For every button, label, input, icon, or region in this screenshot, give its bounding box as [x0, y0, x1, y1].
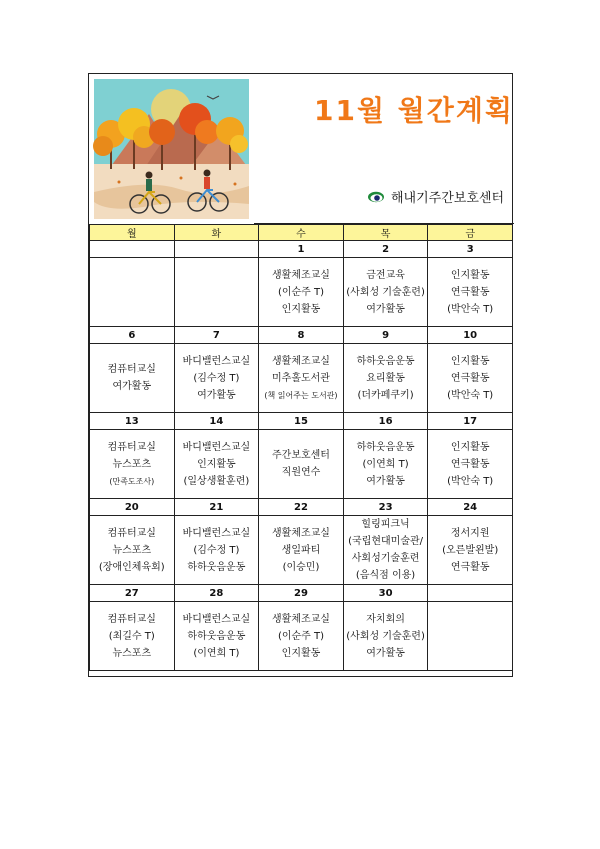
activity-line: 바디밸런스교실 — [182, 441, 251, 453]
activity-cell — [259, 344, 344, 413]
activity-line: 컴퓨터교실 — [107, 527, 156, 539]
date-cell: 29 — [259, 585, 344, 602]
date-row — [90, 413, 513, 430]
date-cell: 30 — [343, 585, 428, 602]
activity-cell — [428, 344, 513, 413]
date-cell: 14 — [174, 413, 259, 430]
activity-line: 여가활동 — [112, 381, 152, 392]
activity-cell — [343, 344, 428, 413]
activity-cell — [428, 430, 513, 499]
activity-line: 뉴스포츠 — [112, 458, 152, 470]
activity-line: 하하웃음운동 — [356, 355, 415, 367]
activity-line: (오른발왼발) — [442, 544, 499, 556]
activity-line: 바디밸런스교실 — [182, 613, 251, 625]
activity-cell — [428, 516, 513, 585]
activity-cell — [259, 602, 344, 671]
activity-line: (국립현대미술관/ — [348, 536, 424, 547]
activity-line: 연극활동 — [450, 561, 490, 573]
activity-line: 생활체조교실 — [272, 269, 330, 281]
weekday-mon: 월 — [90, 225, 175, 241]
activity-cell — [259, 430, 344, 499]
activity-line: 연극활동 — [450, 372, 490, 384]
activity-row — [90, 602, 513, 671]
header-area — [89, 74, 514, 224]
activity-line: (박안숙 T) — [447, 389, 494, 401]
activity-line: 인지활동 — [197, 458, 236, 470]
activity-line: 인지활동 — [450, 441, 490, 453]
date-cell: 8 — [259, 327, 344, 344]
activity-line: 뉴스포츠 — [112, 647, 152, 659]
date-row — [90, 327, 513, 344]
date-cell: 24 — [428, 499, 513, 516]
activity-line: 요리활동 — [366, 372, 405, 384]
activity-line: (이순주 T) — [277, 630, 325, 642]
activity-line: (김수정 T) — [193, 372, 240, 384]
weekday-header-row — [90, 225, 513, 241]
date-cell: 1 — [259, 241, 344, 258]
date-row — [90, 241, 513, 258]
activity-cell — [90, 602, 175, 671]
date-cell: 23 — [343, 499, 428, 516]
date-cell: 17 — [428, 413, 513, 430]
activity-line: 뉴스포츠 — [112, 544, 152, 556]
activity-cell — [343, 602, 428, 671]
activity-line: 미추홀도서관 — [272, 372, 330, 384]
activity-cell — [343, 430, 428, 499]
autumn-cycling-illustration — [89, 74, 254, 224]
activity-cell — [90, 344, 175, 413]
activity-line: (일상생활훈련) — [183, 475, 250, 487]
activity-line: (최길수 T) — [108, 630, 155, 642]
date-cell: 16 — [343, 413, 428, 430]
activity-line: 여가활동 — [197, 389, 236, 401]
activity-line: 생활체조교실 — [272, 613, 330, 625]
monthly-calendar — [89, 224, 513, 671]
activity-line: (사회성 기술훈련) — [346, 630, 425, 642]
date-cell: 20 — [90, 499, 175, 516]
activity-line: 생활체조교실 — [272, 355, 330, 367]
activity-line: 사회성기술훈련 — [351, 553, 420, 564]
activity-line: 인지활동 — [281, 647, 321, 659]
date-cell: 3 — [428, 241, 513, 258]
activity-line: 생일파티 — [281, 544, 321, 556]
organization-logo-icon — [367, 191, 385, 203]
activity-cell — [90, 430, 175, 499]
activity-line: (음식점 이용) — [355, 570, 416, 581]
weekday-wed: 수 — [259, 225, 344, 241]
date-cell — [90, 241, 175, 258]
date-row — [90, 499, 513, 516]
date-cell: 6 — [90, 327, 175, 344]
date-cell: 10 — [428, 327, 513, 344]
weekday-tue: 화 — [174, 225, 259, 241]
date-cell — [174, 241, 259, 258]
date-cell: 9 — [343, 327, 428, 344]
activity-line: (이순주 T) — [277, 286, 325, 298]
weekday-thu: 목 — [343, 225, 428, 241]
activity-cell — [259, 258, 344, 327]
date-row — [90, 585, 513, 602]
activity-line: 컴퓨터교실 — [107, 364, 156, 375]
monthly-plan-sheet — [88, 73, 513, 677]
activity-cell — [428, 602, 513, 671]
activity-line: (책 읽어주는 도서관) — [264, 390, 338, 400]
activity-line: 힐링피크닉 — [361, 519, 410, 530]
date-cell: 2 — [343, 241, 428, 258]
activity-line: (장애인체육회) — [98, 561, 165, 573]
date-cell: 22 — [259, 499, 344, 516]
activity-cell — [428, 258, 513, 327]
date-cell: 15 — [259, 413, 344, 430]
activity-line: (이연희 T) — [193, 647, 240, 659]
activity-line: (박안숙 T) — [447, 475, 494, 487]
activity-line: 여가활동 — [366, 303, 405, 315]
activity-line: (이연희 T) — [362, 458, 409, 470]
activity-line: 여가활동 — [366, 647, 405, 659]
activity-line: 컴퓨터교실 — [107, 441, 156, 453]
activity-cell — [174, 430, 259, 499]
activity-line: 연극활동 — [450, 458, 490, 470]
activity-line: 바디밸런스교실 — [182, 355, 251, 367]
activity-line: (박안숙 T) — [447, 303, 494, 315]
calendar-body — [90, 241, 513, 671]
activity-line: (김수정 T) — [193, 544, 240, 556]
activity-cell — [343, 516, 428, 585]
activity-line: (만족도조사) — [109, 476, 155, 486]
activity-cell — [343, 258, 428, 327]
activity-line: 연극활동 — [450, 286, 490, 298]
date-cell: 27 — [90, 585, 175, 602]
activity-line: 정서지원 — [450, 527, 490, 539]
activity-row — [90, 516, 513, 585]
activity-line: 여가활동 — [366, 475, 405, 487]
activity-cell — [90, 258, 175, 327]
activity-line: (사회성 기술훈련) — [346, 286, 425, 298]
activity-cell — [90, 516, 175, 585]
activity-cell — [174, 344, 259, 413]
activity-cell — [174, 602, 259, 671]
activity-line: 금전교육 — [366, 269, 405, 281]
date-cell: 7 — [174, 327, 259, 344]
date-cell: 28 — [174, 585, 259, 602]
activity-line: 하하웃음운동 — [356, 441, 415, 453]
activity-line: 하하웃음운동 — [187, 561, 246, 573]
activity-row — [90, 258, 513, 327]
activity-line: (이승민) — [282, 561, 320, 573]
page-title: 11월 월간계획 — [314, 94, 514, 127]
activity-row — [90, 344, 513, 413]
date-cell: 13 — [90, 413, 175, 430]
activity-line: 직원연수 — [281, 467, 321, 478]
organization-name: 해내기주간보호센터 — [391, 191, 505, 206]
activity-line: 인지활동 — [450, 269, 490, 281]
activity-row — [90, 430, 513, 499]
activity-line: 주간보호센터 — [272, 450, 330, 461]
activity-line: 자치회의 — [366, 613, 405, 625]
activity-cell — [259, 516, 344, 585]
activity-line: 바디밸런스교실 — [182, 527, 251, 539]
activity-line: 하하웃음운동 — [187, 630, 246, 642]
date-cell: 21 — [174, 499, 259, 516]
activity-line: 컴퓨터교실 — [107, 613, 156, 625]
activity-cell — [174, 258, 259, 327]
activity-line: 인지활동 — [281, 303, 321, 315]
activity-line: 생활체조교실 — [272, 527, 330, 539]
date-cell — [428, 585, 513, 602]
weekday-fri: 금 — [428, 225, 513, 241]
activity-line: 인지활동 — [450, 355, 490, 367]
organization-label — [367, 187, 504, 206]
activity-cell — [174, 516, 259, 585]
activity-line: (더카페쿠키) — [357, 389, 414, 401]
